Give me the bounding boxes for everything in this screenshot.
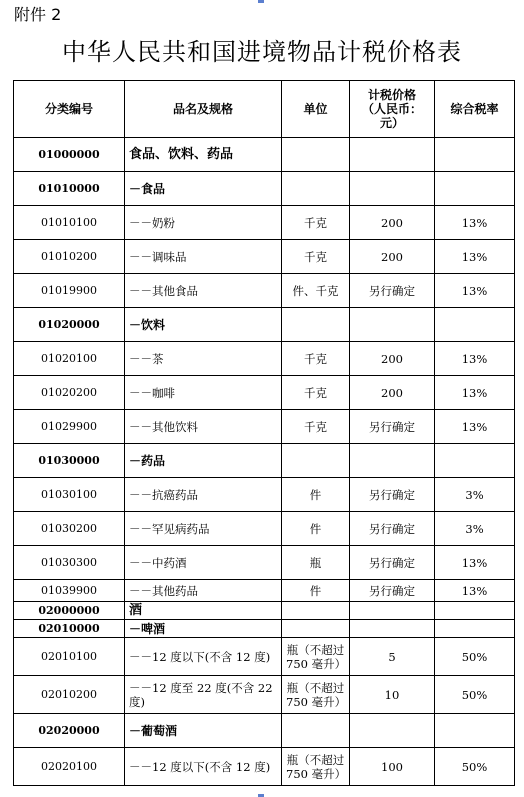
header-code: 分类编号 — [14, 81, 125, 138]
cell-code: 01010000 — [14, 172, 125, 206]
cell-rate: 13% — [435, 240, 515, 274]
cell-rate — [435, 444, 515, 478]
table-row — [14, 512, 515, 546]
cell-price: 另行确定 — [350, 478, 435, 512]
table-row — [14, 620, 515, 638]
header-price-line: 计税价格 — [367, 88, 416, 102]
cell-code: 01030000 — [14, 444, 125, 478]
table-row — [14, 342, 515, 376]
cell-name: －－其他饮料 — [125, 410, 282, 444]
cell-unit: 件、千克 — [282, 274, 350, 308]
cell-rate — [435, 602, 515, 620]
cell-unit — [282, 602, 350, 620]
cell-rate: 13% — [435, 376, 515, 410]
table-row — [14, 748, 515, 786]
cell-name: 酒 — [125, 602, 282, 620]
table-row — [14, 240, 515, 274]
cell-code: 01019900 — [14, 274, 125, 308]
cell-name: －－12 度以下(不含 12 度) — [125, 638, 282, 676]
cell-unit: 瓶（不超过 750 毫升） — [282, 748, 350, 786]
cell-price: 另行确定 — [350, 546, 435, 580]
cell-code: 01020000 — [14, 308, 125, 342]
top-edge-marker — [258, 0, 264, 3]
cell-price — [350, 444, 435, 478]
header-price-line: 元） — [379, 116, 404, 130]
cell-price: 5 — [350, 638, 435, 676]
cell-unit: 件 — [282, 580, 350, 602]
cell-name: －－抗癌药品 — [125, 478, 282, 512]
cell-name: －药品 — [125, 444, 282, 478]
cell-rate: 50% — [435, 676, 515, 714]
table-row — [14, 274, 515, 308]
cell-name: －－茶 — [125, 342, 282, 376]
cell-unit — [282, 714, 350, 748]
table-row — [14, 546, 515, 580]
cell-name: －－其他药品 — [125, 580, 282, 602]
cell-code: 02020100 — [14, 748, 125, 786]
cell-code: 01010200 — [14, 240, 125, 274]
tax-price-table — [13, 80, 515, 786]
cell-name: －－罕见病药品 — [125, 512, 282, 546]
cell-price: 10 — [350, 676, 435, 714]
cell-unit: 千克 — [282, 342, 350, 376]
attachment-label: 附件 2 — [14, 5, 62, 24]
table-row — [14, 376, 515, 410]
cell-name: －葡萄酒 — [125, 714, 282, 748]
cell-rate: 13% — [435, 410, 515, 444]
cell-price — [350, 602, 435, 620]
table-row — [14, 478, 515, 512]
cell-price: 200 — [350, 206, 435, 240]
cell-name: －－中药酒 — [125, 546, 282, 580]
cell-code: 01020200 — [14, 376, 125, 410]
cell-rate: 3% — [435, 478, 515, 512]
table-row — [14, 638, 515, 676]
cell-unit: 千克 — [282, 376, 350, 410]
cell-unit: 件 — [282, 478, 350, 512]
cell-rate: 50% — [435, 748, 515, 786]
cell-rate: 13% — [435, 342, 515, 376]
cell-unit: 瓶（不超过 750 毫升） — [282, 638, 350, 676]
cell-unit — [282, 620, 350, 638]
cell-unit — [282, 308, 350, 342]
cell-unit — [282, 138, 350, 172]
cell-price — [350, 620, 435, 638]
cell-name: －－12 度以下(不含 12 度) — [125, 748, 282, 786]
cell-code: 01010100 — [14, 206, 125, 240]
table-row — [14, 172, 515, 206]
table-row — [14, 444, 515, 478]
cell-name: －饮料 — [125, 308, 282, 342]
header-price — [350, 81, 435, 138]
cell-code: 01030300 — [14, 546, 125, 580]
cell-unit: 千克 — [282, 410, 350, 444]
cell-rate — [435, 308, 515, 342]
cell-name: －啤酒 — [125, 620, 282, 638]
cell-rate: 3% — [435, 512, 515, 546]
cell-code: 02010100 — [14, 638, 125, 676]
cell-rate: 13% — [435, 580, 515, 602]
cell-rate — [435, 620, 515, 638]
table-row — [14, 602, 515, 620]
cell-code: 02000000 — [14, 602, 125, 620]
cell-code: 01030200 — [14, 512, 125, 546]
cell-price: 另行确定 — [350, 274, 435, 308]
cell-unit: 瓶 — [282, 546, 350, 580]
cell-rate: 13% — [435, 274, 515, 308]
cell-price: 200 — [350, 240, 435, 274]
header-unit: 单位 — [282, 81, 350, 138]
cell-rate: 13% — [435, 546, 515, 580]
cell-unit: 千克 — [282, 206, 350, 240]
cell-name: －－其他食品 — [125, 274, 282, 308]
header-name: 品名及规格 — [125, 81, 282, 138]
table-header-row — [14, 81, 515, 138]
cell-rate — [435, 138, 515, 172]
cell-code: 02020000 — [14, 714, 125, 748]
cell-unit — [282, 444, 350, 478]
cell-code: 01000000 — [14, 138, 125, 172]
header-rate: 综合税率 — [435, 81, 515, 138]
cell-price — [350, 172, 435, 206]
table-row — [14, 676, 515, 714]
cell-code: 01039900 — [14, 580, 125, 602]
cell-price — [350, 308, 435, 342]
cell-price: 另行确定 — [350, 512, 435, 546]
cell-price: 100 — [350, 748, 435, 786]
cell-name: －－12 度至 22 度(不含 22 度) — [125, 676, 282, 714]
cell-rate — [435, 172, 515, 206]
cell-name: －－奶粉 — [125, 206, 282, 240]
cell-name: －－调味品 — [125, 240, 282, 274]
cell-code: 02010200 — [14, 676, 125, 714]
cell-code: 02010000 — [14, 620, 125, 638]
table-row — [14, 580, 515, 602]
cell-price: 200 — [350, 376, 435, 410]
cell-code: 01030100 — [14, 478, 125, 512]
table-row — [14, 308, 515, 342]
cell-price: 另行确定 — [350, 410, 435, 444]
cell-code: 01029900 — [14, 410, 125, 444]
cell-unit: 瓶（不超过 750 毫升） — [282, 676, 350, 714]
page-title: 中华人民共和国进境物品计税价格表 — [62, 38, 462, 66]
cell-code: 01020100 — [14, 342, 125, 376]
cell-name: 食品、饮料、药品 — [125, 138, 282, 172]
table-row — [14, 138, 515, 172]
cell-rate — [435, 714, 515, 748]
cell-unit: 千克 — [282, 240, 350, 274]
cell-name: －食品 — [125, 172, 282, 206]
cell-price — [350, 138, 435, 172]
table-row — [14, 714, 515, 748]
cell-unit — [282, 172, 350, 206]
cell-name: －－咖啡 — [125, 376, 282, 410]
cell-price: 另行确定 — [350, 580, 435, 602]
header-price-line: （人民币： — [361, 102, 422, 116]
table-row — [14, 206, 515, 240]
cell-rate: 13% — [435, 206, 515, 240]
cell-rate: 50% — [435, 638, 515, 676]
table-row — [14, 410, 515, 444]
cell-price — [350, 714, 435, 748]
cell-unit: 件 — [282, 512, 350, 546]
cell-price: 200 — [350, 342, 435, 376]
